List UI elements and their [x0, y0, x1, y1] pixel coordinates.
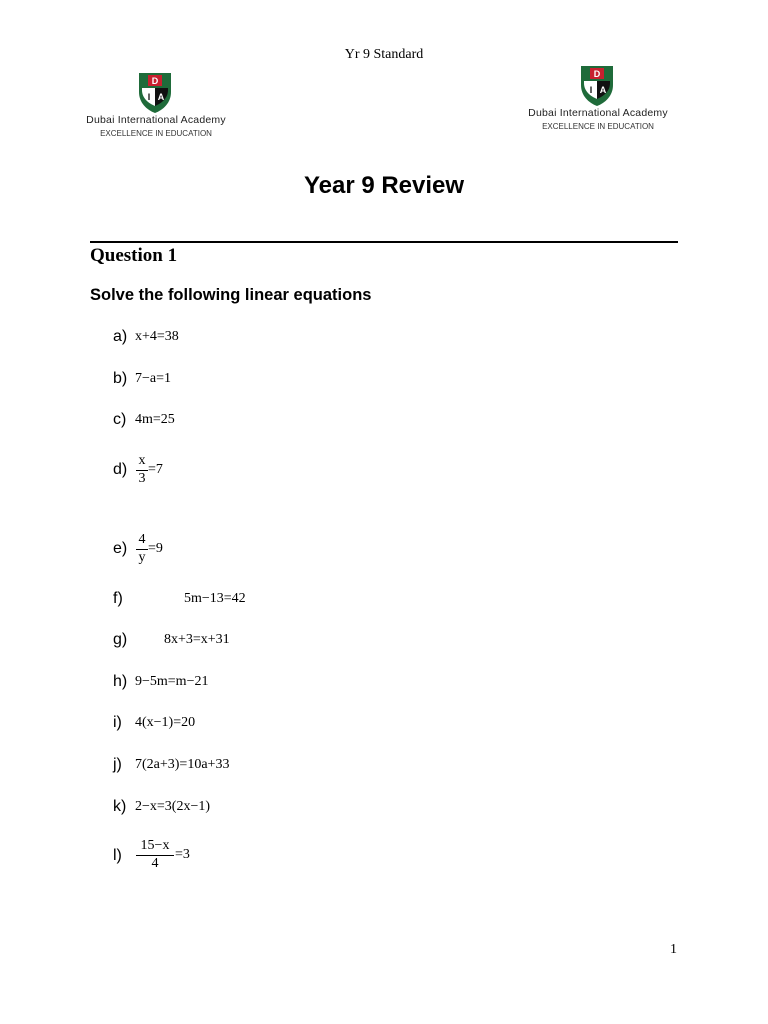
equation: 8x+3=x+31 [164, 632, 230, 647]
equation: 4m=25 [135, 412, 175, 427]
page-header: Yr 9 Standard [344, 47, 424, 62]
section-divider [90, 241, 678, 243]
equation: x+4=38 [135, 329, 179, 344]
school-tagline: EXCELLENCE IN EDUCATION [542, 122, 654, 131]
page-number: 1 [670, 942, 677, 957]
item-label: k) [113, 798, 127, 815]
svg-text:A: A [157, 92, 165, 102]
equation: 7−a=1 [135, 371, 172, 386]
svg-text:D: D [593, 69, 601, 79]
item-label: d) [113, 461, 128, 478]
item-label: c) [113, 411, 127, 428]
item-label: b) [113, 370, 128, 387]
svg-text:I: I [589, 85, 593, 95]
equation: 9−5m=m−21 [135, 674, 209, 689]
equation: 4(x−1)=20 [135, 715, 196, 730]
fraction-numerator: 15−x [140, 838, 170, 853]
equation-rest: =9 [148, 541, 163, 556]
item-label: j) [113, 756, 122, 773]
fraction-denominator: 4 [151, 856, 159, 871]
equation: 7(2a+3)=10a+33 [135, 757, 230, 772]
equation-rest: =3 [175, 847, 190, 862]
equation: 5m−13=42 [184, 591, 246, 606]
fraction-numerator: 4 [138, 532, 146, 547]
school-logo-left [66, 70, 246, 146]
svg-text:A: A [599, 85, 607, 95]
document-title: Year 9 Review [303, 172, 465, 199]
school-name: Dubai International Academy [528, 107, 668, 119]
equation-rest: =7 [148, 462, 163, 477]
question-instruction: Solve the following linear equations [90, 286, 372, 304]
school-tagline: EXCELLENCE IN EDUCATION [100, 129, 212, 138]
question-heading: Question 1 [90, 245, 178, 266]
item-label: g) [113, 631, 128, 648]
svg-text:D: D [151, 76, 159, 86]
school-name: Dubai International Academy [86, 114, 226, 126]
shield-icon [136, 70, 174, 114]
fraction-denominator: 3 [138, 471, 146, 486]
item-label: l) [113, 847, 122, 864]
item-label: i) [113, 714, 122, 731]
shield-icon [578, 63, 616, 107]
fraction-denominator: y [138, 550, 146, 565]
item-label: e) [113, 540, 128, 557]
item-label: f) [113, 590, 123, 607]
svg-text:I: I [147, 92, 151, 102]
equation: 2−x=3(2x−1) [135, 799, 211, 814]
item-label: h) [113, 673, 128, 690]
item-label: a) [113, 328, 128, 345]
fraction-numerator: x [138, 453, 146, 468]
school-logo-right [508, 63, 688, 139]
